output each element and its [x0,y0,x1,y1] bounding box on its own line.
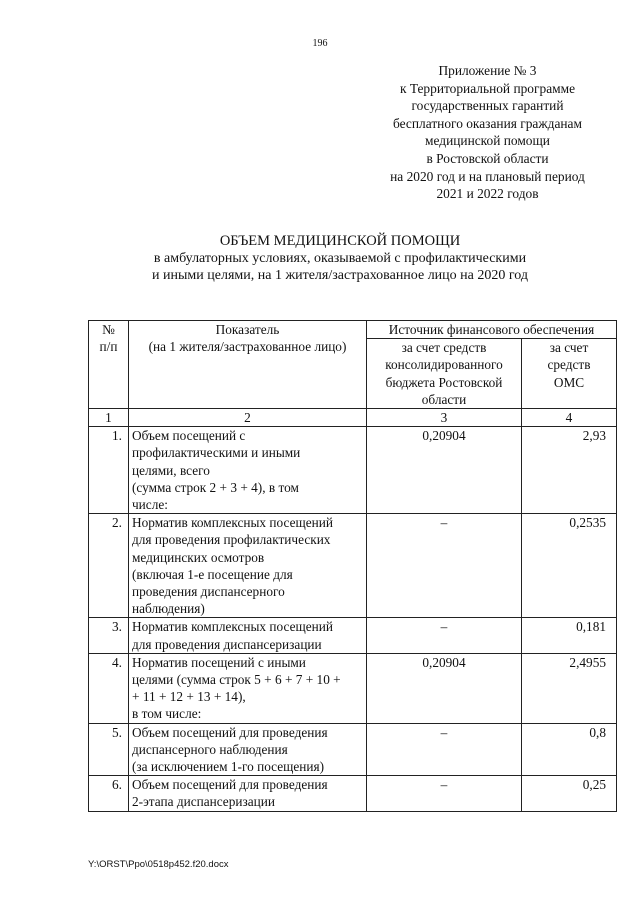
header-indicator [129,321,367,409]
row-number: 1. [89,427,129,514]
row-text: для проведения профилактических [132,532,331,548]
row-text: целями, всего [132,462,210,478]
title-line: в амбулаторных условиях, оказываемой с профилактическими [153,251,527,266]
row-oms: 2,4955 [522,653,617,723]
column-number-row [89,409,617,427]
row-text: + 11 + 12 + 13 + 14), [132,689,246,705]
appendix-line: 2021 и 2022 годов [436,186,539,202]
appendix-line: к Территориальной программе [399,80,576,96]
row-text: (за исключением 1-го посещения) [132,759,325,775]
row-budget: – [367,618,522,653]
document-title [80,233,600,284]
header-text: ОМС [553,374,585,390]
table-row [89,514,617,618]
header-text: бюджета Ростовской [385,374,503,390]
row-text: Норматив комплексных посещений [132,619,333,635]
row-indicator [129,653,367,723]
row-number: 4. [89,653,129,723]
header-text: за счет [549,340,589,356]
page-number: 196 [312,38,328,49]
header-source: Источник финансового обеспечения [367,321,617,339]
table-row [89,427,617,514]
row-indicator [129,514,367,618]
title-line: и иными целями, на 1 жителя/застрахованное лицо на 2020 год [152,268,528,283]
row-text: наблюдения) [132,601,205,617]
row-text: медицинских осмотров [132,549,265,565]
row-text: числе: [132,497,168,513]
column-number: 4 [522,409,617,427]
row-number: 6. [89,776,129,811]
column-number: 3 [367,409,522,427]
appendix-line: Приложение № 3 [438,63,537,78]
appendix-line: медицинской помощи [425,133,550,149]
appendix-line: в Ростовской области [426,150,549,166]
row-oms: 0,8 [522,723,617,776]
column-number: 1 [89,409,129,427]
row-text: 2-этапа диспансеризации [132,794,275,810]
header-text: средств [547,357,591,373]
header-text: Показатель [215,322,280,337]
row-number: 5. [89,723,129,776]
header-text: п/п [99,339,118,355]
row-text: диспансерного наблюдения [132,741,288,757]
row-budget: 0,20904 [367,427,522,514]
row-text: Объем посещений для проведения [132,777,328,793]
file-path-footer: Y:\ORST\Ppo\0518p452.f20.docx [88,859,229,870]
table-header-row [89,321,617,339]
row-text: (включая 1-е посещение для [132,566,293,582]
volume-table [88,320,617,812]
row-text: Объем посещений с [132,428,246,444]
row-indicator [129,723,367,776]
row-text: проведения диспансерного [132,584,285,600]
header-text: консолидированного [385,357,503,373]
appendix-line: бесплатного оказания гражданам [393,115,582,131]
row-text: Объем посещений для проведения [132,724,328,740]
appendix-line: на 2020 год и на плановый период [390,168,585,184]
header-budget [367,339,522,409]
title-main: ОБЪЕМ МЕДИЦИНСКОЙ ПОМОЩИ [219,233,461,249]
table-row [89,776,617,811]
row-oms: 0,181 [522,618,617,653]
row-text: профилактическими и иными [132,445,301,461]
row-budget: – [367,776,522,811]
row-text: целями (сумма строк 5 + 6 + 7 + 10 + [132,672,341,688]
row-oms: 0,25 [522,776,617,811]
row-budget: – [367,723,522,776]
row-oms: 0,2535 [522,514,617,618]
row-text: Норматив комплексных посещений [132,515,333,531]
appendix-line: государственных гарантий [411,98,564,114]
row-budget: – [367,514,522,618]
table-row [89,653,617,723]
row-text: Норматив посещений с иными [132,654,306,670]
row-oms: 2,93 [522,427,617,514]
row-text: в том числе: [132,706,202,722]
row-text: для проведения диспансеризации [132,636,322,652]
row-number: 2. [89,514,129,618]
table-row [89,618,617,653]
row-budget: 0,20904 [367,653,522,723]
header-text: № [102,322,115,337]
row-number: 3. [89,618,129,653]
row-indicator [129,618,367,653]
column-number: 2 [129,409,367,427]
row-text: (сумма строк 2 + 3 + 4), в том [132,479,299,495]
row-indicator [129,776,367,811]
header-text: (на 1 жителя/застрахованное лицо) [148,339,347,355]
header-num [89,321,129,409]
header-text: за счет средств [401,340,487,356]
row-indicator [129,427,367,514]
header-text: области [421,391,467,407]
header-oms [522,339,617,409]
table-row [89,723,617,776]
appendix-block [370,62,605,203]
